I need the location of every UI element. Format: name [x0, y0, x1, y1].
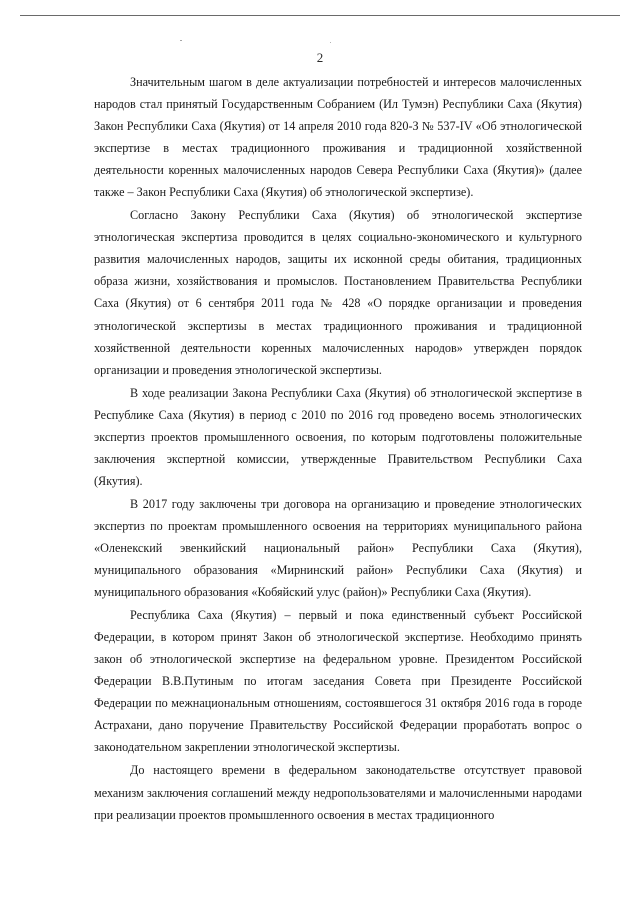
document-body — [94, 71, 582, 827]
scan-speck — [180, 40, 182, 41]
paragraph-6: До настоящего времени в федеральном законодательстве отсутствует правовой механизм заключения соглашений между недропользователями и малочисленными народами при реализации проектов промышленного освоения в местах традиционного — [94, 763, 582, 822]
scan-speck — [330, 42, 331, 43]
page-number: 2 — [316, 50, 324, 65]
paragraph-1: Значительным шагом в деле актуализации потребностей и интересов малочисленных народов стал принятый Государственным Собранием (Ил Тумэн) Республики Саха (Якутия) Закон Республики Саха (Якутия) от 14 апреля 2010 года 820-З № 537-IV «Об этнологической экспертизе в местах традиционного проживания и традиционной хозяйственной деятельности коренных малочисленных народов Севера Республики Саха (Якутия)» (далее также – Закон Республики Саха (Якутия) об этнологической экспертизе). — [94, 75, 582, 200]
paragraph-2: Согласно Закону Республики Саха (Якутия) об этнологической экспертизе этнологическая экспертиза проводится в целях социально-экономического и культурного развития малочисленных народов, защиты их исконной среды обитания, традиционных образа жизни, хозяйствования и промыслов. Постановлением Правительства Республики Саха (Якутия) от 6 сентября 2011 года № 428 «О порядке организации и проведения этнологической экспертизы в местах традиционного проживания и традиционной хозяйственной деятельности коренных малочисленных народов» утвержден порядок организации и проведения этнологической экспертизы. — [94, 208, 582, 377]
paragraph-5: Республика Саха (Якутия) – первый и пока единственный субъект Российской Федерации, в котором принят Закон об этнологической экспертизе. Необходимо принять закон об этнологической экспертизе на федеральном уровне. Президентом Российской Федерации В.В.Путиным по итогам заседания Совета при Президенте Российской Федерации по межнациональным отношениям, состоявшегося 31 октября 2016 года в городе Астрахани, дано поручение Правительству Российской Федерации проработать вопрос о законодательном закреплении этнологической экспертизы. — [94, 608, 582, 755]
paragraph-3: В ходе реализации Закона Республики Саха (Якутия) об этнологической экспертизе в Республике Саха (Якутия) в период с 2010 по 2016 год проведено восемь этнологических экспертиз проектов промышленного освоения, по которым подготовлены положительные заключения экспертной комиссии, утвержденные Правительством Республики Саха (Якутия). — [94, 385, 582, 488]
scan-edge-line — [20, 15, 620, 16]
paragraph-4: В 2017 году заключены три договора на организацию и проведение этнологических экспертиз по проектам промышленного освоения на территориях муниципального района «Оленекский эвенкийский национальный район» Республики Саха (Якутия), муниципального образования «Мирнинский район» Республики Саха (Якутия) и муниципального образования «Кобяйский улус (район)» Республики Саха (Якутия). — [94, 496, 582, 600]
